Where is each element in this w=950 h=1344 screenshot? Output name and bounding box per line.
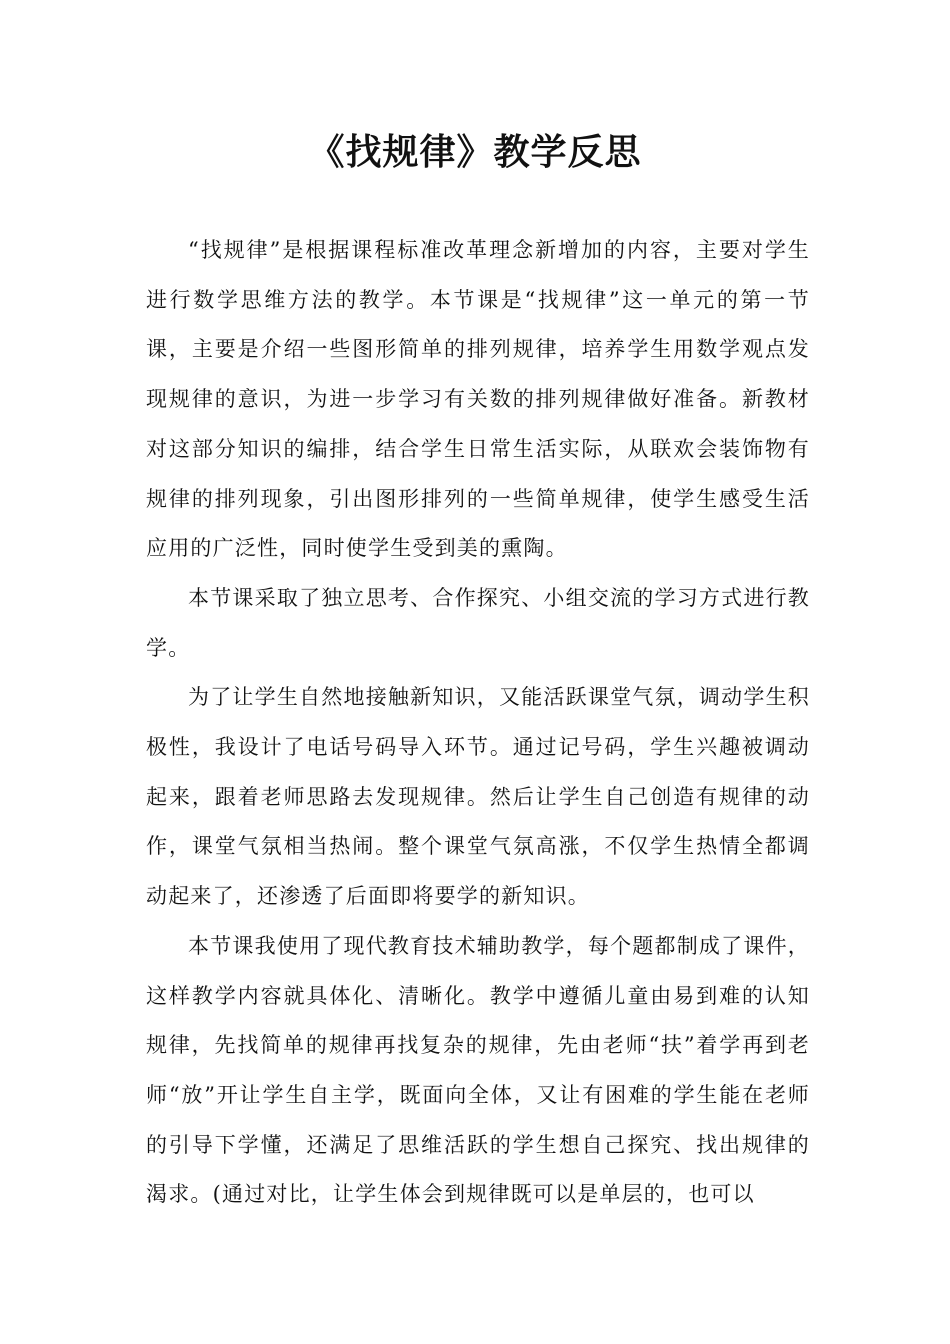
paragraph-learning-method: 本节课采取了独立思考、合作探究、小组交流的学习方式进行教学。 [146,585,810,660]
document-title: 《找规律》教学反思 [308,131,642,173]
paragraph-technology: 本节课我使用了现代教育技术辅助教学，每个题都制成了课件，这样教学内容就具体化、清晰化。教学中遵循儿童由易到难的认知规律，先找简单的规律再找复杂的规律，先由老师“扶”着学再到老师“放”开让学生自主学，既面向全体，又让有困难的学生能在老师的引导下学懂，还满足了思维活跃的学生想自己探究、找出规律的渴求。(通过对比，让学生体会到规律既可以是单层的，也可以 [146,933,810,1207]
document-body [146,226,810,1220]
paragraph-intro: “找规律”是根据课程标准改革理念新增加的内容，主要对学生进行数学思维方法的教学。本节课是“找规律”这一单元的第一节课，主要是介绍一些图形简单的排列规律，培养学生用数学观点发现规律的意识，为进一步学习有关数的排列规律做好准备。新教材对这部分知识的编排，结合学生日常生活实际，从联欢会装饰物有规律的排列现象，引出图形排列的一些简单规律，使学生感受生活应用的广泛性，同时使学生受到美的熏陶。 [146,238,810,561]
paragraph-lesson-intro: 为了让学生自然地接触新知识，又能活跃课堂气氛，调动学生积极性，我设计了电话号码导入环节。通过记号码，学生兴趣被调动起来，跟着老师思路去发现规律。然后让学生自己创造有规律的动作，课堂气氛相当热闹。整个课堂气氛高涨，不仅学生热情全都调动起来了，还渗透了后面即将要学的新知识。 [146,685,810,909]
